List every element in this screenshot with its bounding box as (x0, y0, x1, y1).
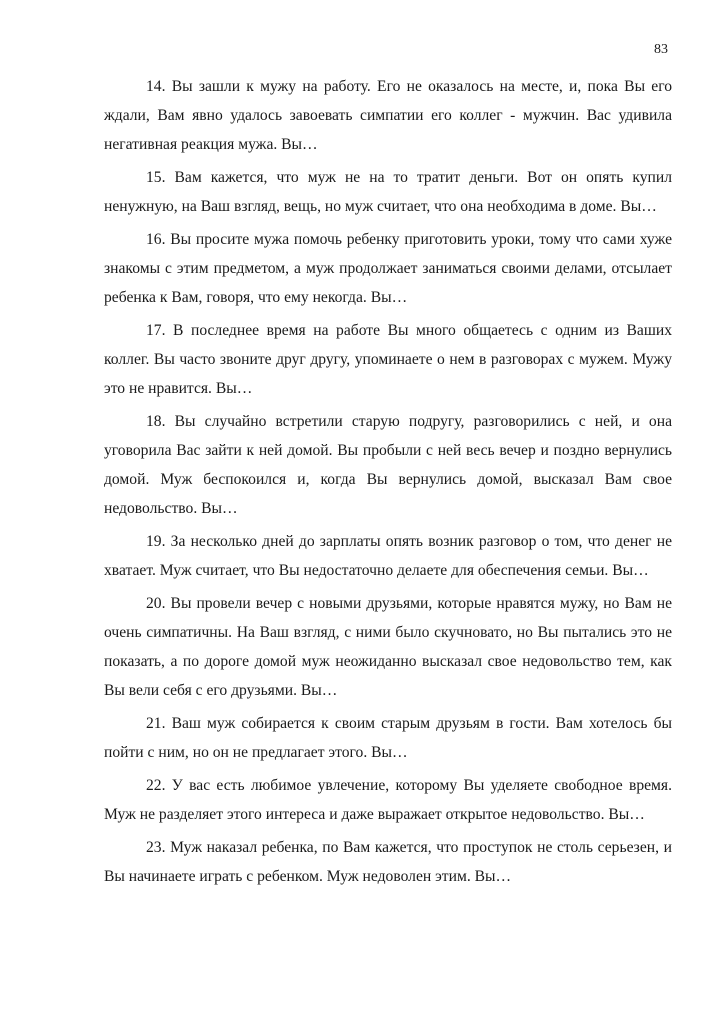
paragraph-20: 20. Вы провели вечер с новыми друзьями, которые нравятся мужу, но Вам не очень симпатичны. На Ваш взгляд, с ними было скучновато, но Вы пытались это не показать, а по дороге домой муж неожиданно высказал свое недовольство тем, как Вы вели себя с его друзьями. Вы… (104, 595, 672, 699)
paragraph-18: 18. Вы случайно встретили старую подругу, разговорились с ней, и она уговорила Вас зайти к ней домой. Вы пробыли с ней весь вечер и поздно вернулись домой. Муж беспокоился и, когда Вы вернулись домой, высказал Вам свое недовольство. Вы… (104, 413, 672, 517)
paragraph-14: 14. Вы зашли к мужу на работу. Его не оказалось на месте, и, пока Вы его ждали, Вам явно удалось завоевать симпатии его коллег - мужчин. Вас удивила негативная реакция мужа. Вы… (104, 78, 672, 153)
paragraph-22: 22. У вас есть любимое увлечение, которому Вы уделяете свободное время. Муж не разделяет этого интереса и даже выражает открытое недовольство. Вы… (104, 777, 672, 823)
paragraph-17: 17. В последнее время на работе Вы много общаетесь с одним из Ваших коллег. Вы часто звоните друг другу, упоминаете о нем в разговорах с мужем. Мужу это не нравится. Вы… (104, 322, 672, 397)
document-body (104, 72, 672, 895)
paragraph-21: 21. Ваш муж собирается к своим старым друзьям в гости. Вам хотелось бы пойти с ним, но он не предлагает этого. Вы… (104, 715, 672, 761)
paragraph-16: 16. Вы просите мужа помочь ребенку приготовить уроки, тому что сами хуже знакомы с этим предметом, а муж продолжает заниматься своими делами, отсылает ребенка к Вам, говоря, что ему некогда. Вы… (104, 231, 672, 306)
paragraph-15: 15. Вам кажется, что муж не на то тратит деньги. Вот он опять купил ненужную, на Ваш взгляд, вещь, но муж считает, что она необходима в доме. Вы… (104, 169, 672, 215)
paragraph-23: 23. Муж наказал ребенка, по Вам кажется, что проступок не столь серьезен, и Вы начинаете играть с ребенком. Муж недоволен этим. Вы… (104, 839, 672, 885)
page-number: 83 (654, 42, 668, 57)
paragraph-19: 19. За несколько дней до зарплаты опять возник разговор о том, что денег не хватает. Муж считает, что Вы недостаточно делаете для обеспечения семьи. Вы… (104, 533, 672, 579)
